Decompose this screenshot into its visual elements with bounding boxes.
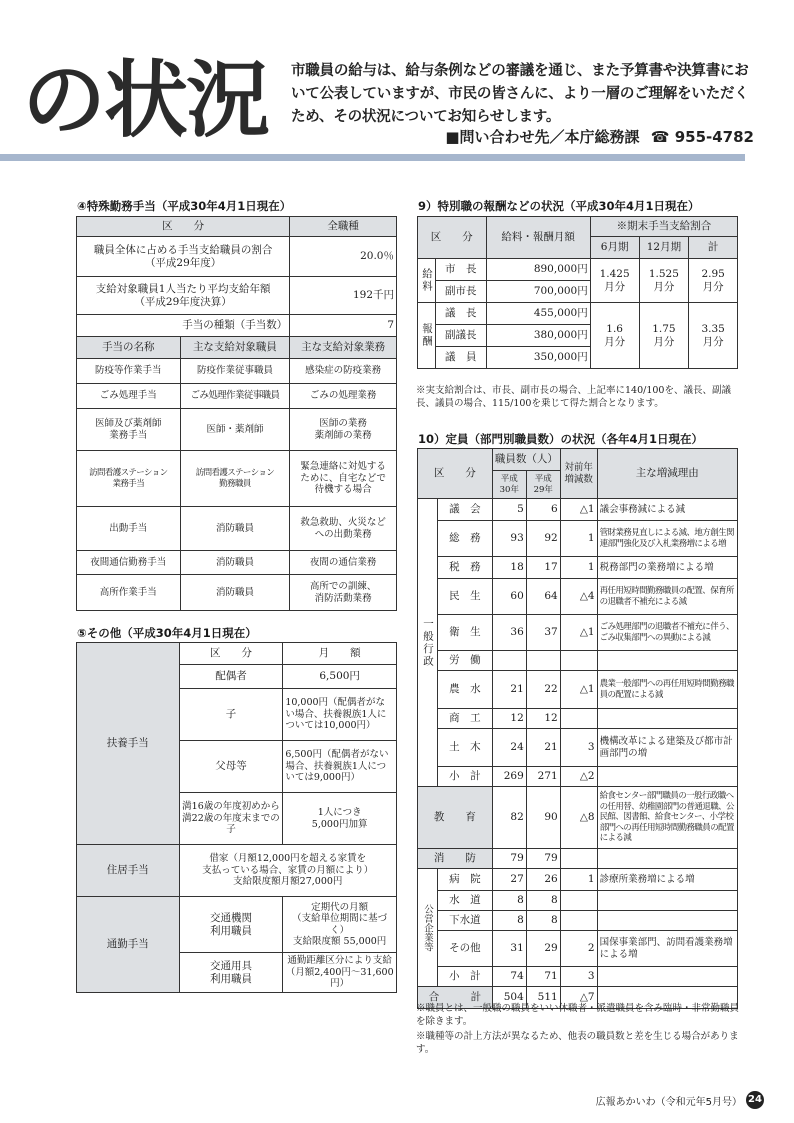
table-cell: 6 [526,499,560,521]
table-cell: 2.95 月分 [689,259,738,303]
table-cell: △4 [560,579,597,615]
table-cell: 1.525 月分 [639,259,689,303]
table-cell [597,651,737,671]
table-cell: 土 木 [437,729,492,767]
section-10-note-1: ※職員とは、一般職の職員をいい休職者・派遣職員を含み臨時・非常勤職員を除きます。 [416,1003,740,1027]
table-cell: 22 [526,671,560,709]
table-cell: 12 [526,709,560,729]
table-row [418,521,738,557]
special-officials-table [417,216,738,369]
table-cell: 8 [526,891,560,911]
table-cell: 3 [560,729,597,767]
table-cell: 税 務 [437,557,492,579]
table-cell: 議 会 [437,499,492,521]
table-cell: 管財業務見直しによる減、地方創生関連部門強化及び入札業務増による増 [597,521,737,557]
table-row [418,891,738,911]
table-cell: 60 [492,579,526,615]
table-cell: 8 [492,891,526,911]
table-cell: 議 長 [436,303,487,325]
table-cell: その他 [437,931,492,967]
table-cell: 24 [492,729,526,767]
table-cell: 消防職員 [180,551,290,575]
table-cell: 救急救助、火災など への出動業務 [290,507,397,551]
table-cell: 消 防 [418,849,493,869]
group-label: 給料 [418,259,436,303]
table-cell: 79 [492,849,526,869]
table-cell: 高所作業手当 [77,575,181,611]
col-header: 給料・報酬月額 [486,217,590,259]
table-cell: 議 員 [436,347,487,369]
table-cell: 350,000円 [486,347,590,369]
table-cell: 3 [560,967,597,987]
col-header: 区 分 [179,643,283,665]
col-header: 6月期 [590,237,639,259]
col-header: 手当の名称 [77,337,181,359]
phone-icon: ☎ [650,128,670,146]
table-cell [597,849,737,869]
table-cell: 74 [492,967,526,987]
table-cell: 子 [179,689,283,741]
table-cell: 合 計 [418,987,493,1009]
table-cell: 労 働 [437,651,492,671]
category-fuyo: 扶養手当 [77,643,180,845]
table-cell: 交通機関 利用職員 [179,897,283,953]
intro-text: 市職員の給与は、給与条例などの審議を通じ、また予算書や決算書において公表していますが、市民の皆さんに、より一層のご理解をいただくため、その状況についてお知らせします。 [291,63,749,125]
contact-line [445,126,754,147]
table-row [418,729,738,767]
col-header: 計 [689,237,738,259]
table-cell: 92 [526,521,560,557]
col-header: 全職種 [290,217,397,237]
table-cell: 商 工 [437,709,492,729]
table-cell: 満16歳の年度初めから満22歳の年度末までの子 [179,793,283,845]
table-row [418,911,738,931]
table-cell: ごみの処理業務 [290,384,397,409]
table-cell: 26 [526,869,560,891]
table-cell: 1.75 月分 [639,303,689,369]
table-cell: 議会事務減による減 [597,499,737,521]
col-header: 区 分 [418,449,493,499]
table-cell: △1 [560,615,597,651]
table-cell: 21 [526,729,560,767]
row-value: 20.0％ [290,237,397,277]
col-header: ※期末手当支給割合 [590,217,737,237]
table-cell: 1.6 月分 [590,303,639,369]
table-cell: 交通用具 利用職員 [179,953,283,993]
table-cell: 890,000円 [486,259,590,281]
table-cell: 455,000円 [486,303,590,325]
table-cell: 700,000円 [486,281,590,303]
table-cell: 診療所業務増による増 [597,869,737,891]
col-header: 対前年 増減数 [560,449,597,499]
table-cell [597,967,737,987]
table-row [418,967,738,987]
table-cell: 病 院 [437,869,492,891]
table-cell: 水 道 [437,891,492,911]
page-title: の状況 [22,51,269,149]
table-cell: 21 [492,671,526,709]
table-cell: 93 [492,521,526,557]
table-cell: 31 [492,931,526,967]
table-cell: 1.425 月分 [590,259,639,303]
table-row [418,579,738,615]
table-cell: 1 [560,869,597,891]
table-cell: 2 [560,931,597,967]
table-cell: 10,000円（配偶者がない場合、扶養親族1人については10,000円） [283,689,397,741]
table-cell [597,709,737,729]
table-cell: 農業一般部門への再任用短時間勤務職員の配置による減 [597,671,737,709]
table-cell: 定期代の月額 （支給単位期間に基づく） 支給限度額 55,000円 [283,897,397,953]
table-cell: 64 [526,579,560,615]
table-cell: 国保事業部門、訪問看護業務増による増 [597,931,737,967]
table-cell: 防疫作業従事職員 [180,359,290,384]
category-tsukin: 通勤手当 [77,897,180,993]
row-label: 手当の種類（手当数） [77,315,290,337]
table-cell [560,651,597,671]
table-cell: 農 水 [437,671,492,709]
table-cell: △2 [560,767,597,787]
section-4-title: ④特殊勤務手当（平成30年4月1日現在） [77,199,292,213]
table-cell: 感染症の防疫業務 [290,359,397,384]
table-cell: 税務部門の業務増による増 [597,557,737,579]
table-row [418,499,738,521]
table-cell: 82 [492,787,526,849]
section-9-title: 9）特別職の報酬などの状況（平成30年4月1日現在） [418,199,700,213]
table-cell: 夜間通信勤務手当 [77,551,181,575]
table-cell: ごみ処理手当 [77,384,181,409]
staffing-table [417,448,738,1009]
col-header: 月 額 [283,643,397,665]
table-cell [526,651,560,671]
category-jukyo: 住居手当 [77,845,180,897]
table-cell: 再任用短時間勤務職員の配置、保育所の退職者不補充による減 [597,579,737,615]
table-cell: ごみ処理部門の退職者不補充に伴う、ごみ収集部門への異動による減 [597,615,737,651]
table-cell [597,767,737,787]
table-cell: 71 [526,967,560,987]
table-cell: 1 [560,521,597,557]
table-cell: 90 [526,787,560,849]
table-cell [560,709,597,729]
table-cell: 借家（月額12,000円を超える家賃を 支払っている場合、家賃の月額により） 支給限度額月額27,000円 [179,845,396,897]
table-cell: 高所での訓練、 消防活動業務 [290,575,397,611]
table-cell: 総 務 [437,521,492,557]
table-cell: 衛 生 [437,615,492,651]
row-label: 職員全体に占める手当支給職員の割合 （平成29年度） [77,237,290,277]
table-cell: 副市長 [436,281,487,303]
table-row [418,615,738,651]
col-header: 12月期 [639,237,689,259]
table-row [418,671,738,709]
table-cell: 市 長 [436,259,487,281]
table-cell: 父母等 [179,741,283,793]
table-cell: 副議長 [436,325,487,347]
table-cell: 通勤距離区分により支給 （月額2,400円～31,600円） [283,953,397,993]
table-cell: △8 [560,787,597,849]
kigyo-rows [418,869,738,987]
table-cell: 出動手当 [77,507,181,551]
table-cell [560,911,597,931]
table-cell: 配偶者 [179,665,283,689]
col-header: 主な支給対象業務 [290,337,397,359]
table-cell: 訪問看護ステーション 業務手当 [77,451,181,507]
table-row [418,557,738,579]
table-cell: 消防職員 [180,507,290,551]
contact-label: ■問い合わせ先／本庁総務課 [445,128,640,146]
group-label: 一般行政 [418,499,438,787]
col-header: 区 分 [77,217,290,237]
row-value: 7 [290,315,397,337]
section-10-note-2: ※職種等の計上方法が異なるため、他表の職員数と差を生じる場合があります。 [416,1031,739,1055]
table-cell: 12 [492,709,526,729]
footer [596,1091,764,1109]
table-cell: 36 [492,615,526,651]
table-cell: △1 [560,499,597,521]
section-9-note: ※実支給割合は、市長、副市長の場合、上記率に140/100を、議長、副議長、議員の場合、115/100を乗じて得た割合となります。 [416,385,731,409]
table-cell: 6,500円（配偶者がない場合、扶養親族1人については9,000円） [283,741,397,793]
header-divider [0,154,745,161]
table-cell: 1人につき 5,000円加算 [283,793,397,845]
table-row [418,709,738,729]
table-cell: 下水道 [437,911,492,931]
table-cell: 防疫等作業手当 [77,359,181,384]
group-label: 報酬 [418,303,436,369]
table-cell: 機構改革による建築及び都市計画部門の増 [597,729,737,767]
special-allowance-table [76,216,397,611]
table-cell [560,891,597,911]
table-cell: 271 [526,767,560,787]
col-header: 平成 30年 [492,471,526,499]
row-value: 192千円 [290,277,397,315]
table-cell: 給食センター部門職員の一般行政職への任用替、幼稚園部門の普通退職、公民館、図書館、給食センター、小学校部門への再任用短時間勤務職員の配置による減 [597,787,737,849]
table-cell: 5 [492,499,526,521]
table-cell: 380,000円 [486,325,590,347]
table-cell: 29 [526,931,560,967]
table-cell [597,891,737,911]
table-cell: 民 生 [437,579,492,615]
table-row [418,931,738,967]
table-cell: 消防職員 [180,575,290,611]
group-label: 公営企業等 [418,869,438,987]
table-cell [492,651,526,671]
col-header: 職員数（人） [492,449,560,471]
section-10-title: 10）定員（部門別職員数）の状況（各年4月1日現在） [418,432,704,446]
publication-name: 広報あかいわ（令和元年5月号） [595,1096,742,1108]
mid-rows [418,787,738,869]
table-cell: 269 [492,767,526,787]
col-header: 主な増減理由 [597,449,737,499]
row-label: 支給対象職員1人当たり平均支給年額 （平成29年度決算） [77,277,290,315]
table-cell: 8 [526,911,560,931]
table-cell: 37 [526,615,560,651]
table-row [418,869,738,891]
phone-number: 955-4782 [674,128,754,146]
table-cell: 3.35 月分 [689,303,738,369]
table-row [418,767,738,787]
col-header: 区 分 [418,217,487,259]
table-cell: ごみ処理作業従事職員 [180,384,290,409]
table-cell: 夜間の通信業務 [290,551,397,575]
table-cell: 27 [492,869,526,891]
table-cell: 1 [560,557,597,579]
section-5-title: ⑤その他（平成30年4月1日現在） [77,626,257,640]
table-cell: 教 育 [418,787,493,849]
table-cell: 小 計 [437,967,492,987]
table-cell: 緊急連絡に対処する ために、自宅などで 待機する場合 [290,451,397,507]
table-cell: 79 [526,849,560,869]
page-number: 24 [746,1091,764,1109]
table-cell [560,849,597,869]
gyosei-rows [418,499,738,787]
table-row [418,651,738,671]
table-row [418,787,738,849]
table-cell: 小 計 [437,767,492,787]
table-cell: 6,500円 [283,665,397,689]
table-cell [597,911,737,931]
table-cell: 18 [492,557,526,579]
table-cell: △7 [560,987,597,1009]
table-cell: 504 [492,987,526,1009]
col-header: 平成 29年 [526,471,560,499]
table-cell: 医師及び薬剤師 業務手当 [77,409,181,451]
table-cell: 医師・薬剤師 [180,409,290,451]
table-cell: 8 [492,911,526,931]
table-row [418,849,738,869]
table-cell: 訪問看護ステーション 勤務職員 [180,451,290,507]
table-cell: △1 [560,671,597,709]
table-cell: 511 [526,987,560,1009]
col-header: 主な支給対象職員 [180,337,290,359]
table-cell: 医師の業務 薬剤師の業務 [290,409,397,451]
table-cell: 17 [526,557,560,579]
other-allowance-table [76,642,397,993]
